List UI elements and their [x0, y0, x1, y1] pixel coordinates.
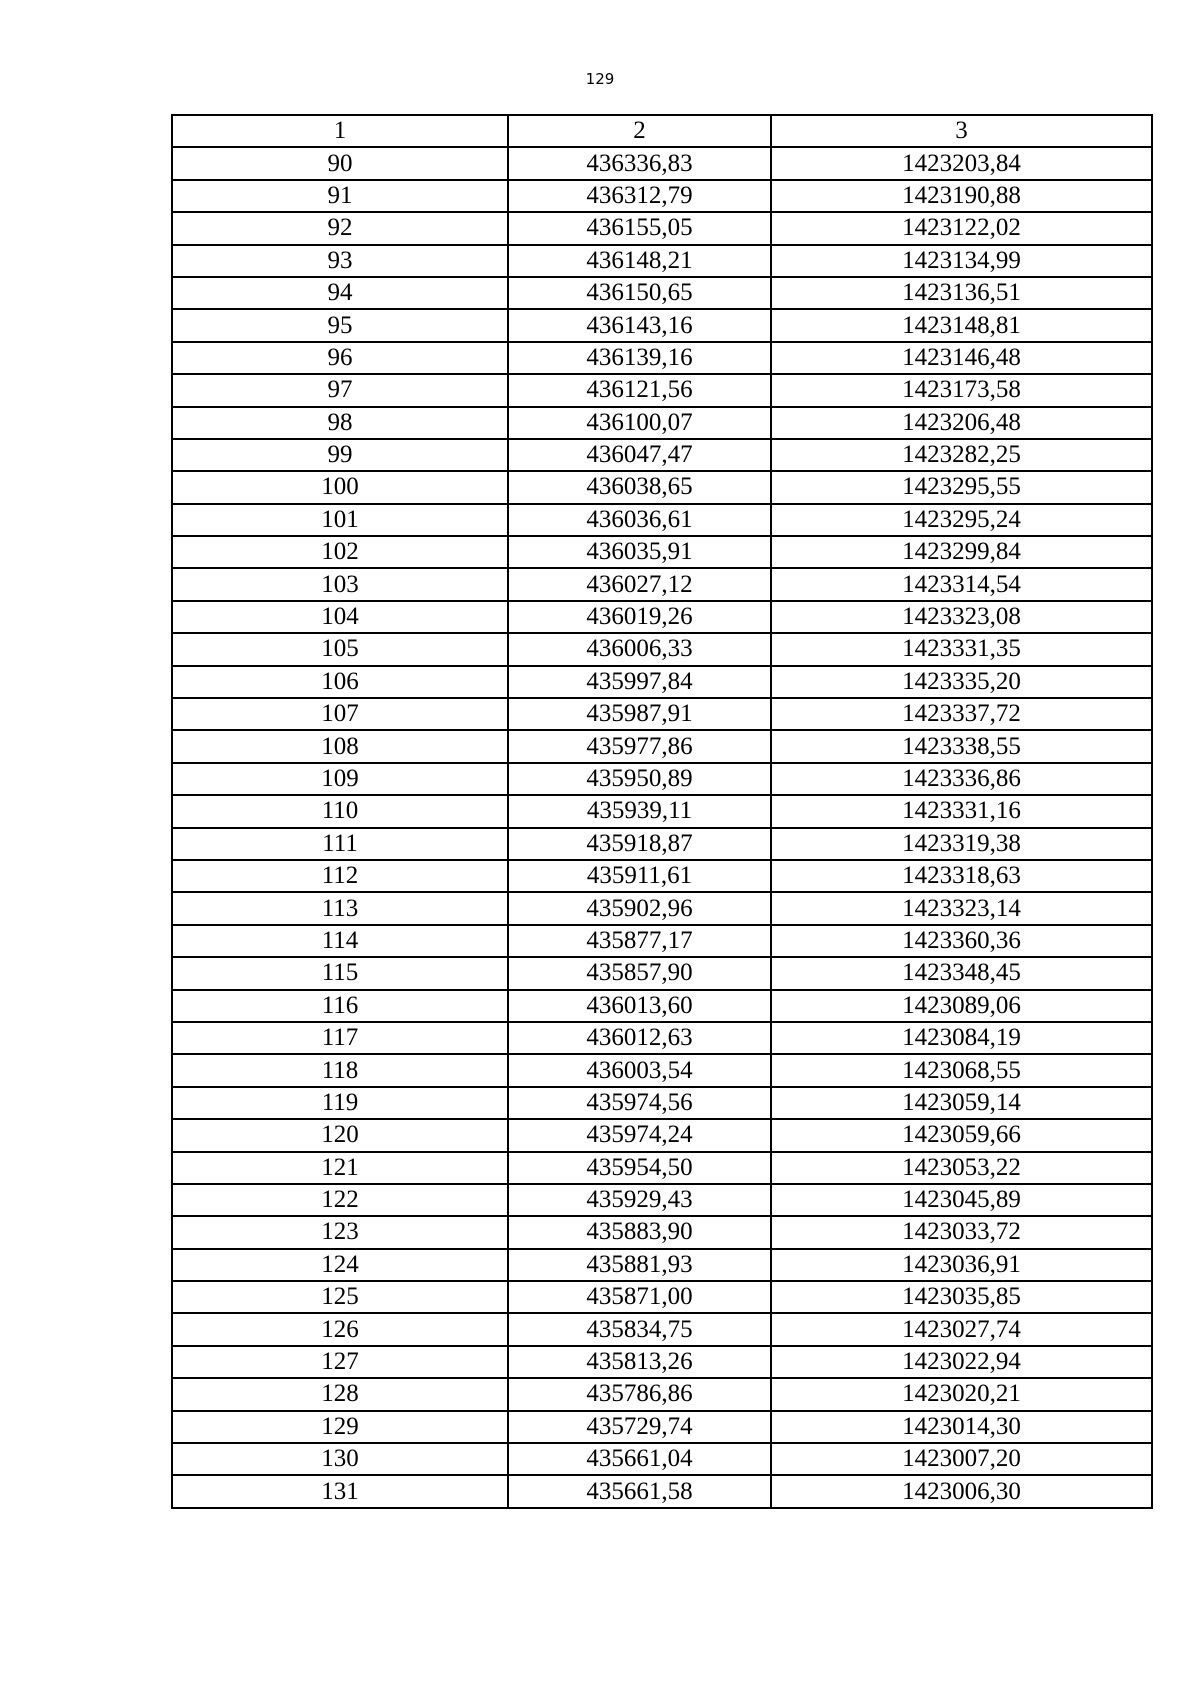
point-number-cell: 96: [172, 342, 508, 374]
coord-y-cell: 1423335,20: [771, 666, 1152, 698]
coord-y-cell: 1423068,55: [771, 1054, 1152, 1086]
coord-x-cell: 435813,26: [508, 1346, 771, 1378]
coord-x-cell: 436047,47: [508, 439, 771, 471]
point-number-cell: 118: [172, 1054, 508, 1086]
coord-y-cell: 1423282,25: [771, 439, 1152, 471]
coord-x-cell: 436336,83: [508, 147, 771, 179]
coord-x-cell: 436013,60: [508, 990, 771, 1022]
point-number-cell: 102: [172, 536, 508, 568]
header-col-2: 2: [508, 115, 771, 147]
table-row: [172, 1249, 1152, 1281]
coord-x-cell: 436035,91: [508, 536, 771, 568]
table-row: [172, 763, 1152, 795]
point-number-cell: 128: [172, 1378, 508, 1410]
coord-y-cell: 1423148,81: [771, 309, 1152, 341]
coord-x-cell: 435977,86: [508, 730, 771, 762]
table-row: [172, 1216, 1152, 1248]
table-row: [172, 990, 1152, 1022]
table-row: [172, 1346, 1152, 1378]
coord-x-cell: 436100,07: [508, 407, 771, 439]
point-number-cell: 125: [172, 1281, 508, 1313]
table-row: [172, 1475, 1152, 1507]
table-body: [172, 147, 1152, 1507]
coord-y-cell: 1423146,48: [771, 342, 1152, 374]
coord-y-cell: 1423338,55: [771, 730, 1152, 762]
coord-x-cell: 435871,00: [508, 1281, 771, 1313]
coord-y-cell: 1423027,74: [771, 1313, 1152, 1345]
coord-x-cell: 435661,04: [508, 1443, 771, 1475]
point-number-cell: 112: [172, 860, 508, 892]
point-number-cell: 104: [172, 601, 508, 633]
point-number-cell: 116: [172, 990, 508, 1022]
coord-y-cell: 1423006,30: [771, 1475, 1152, 1507]
coord-y-cell: 1423022,94: [771, 1346, 1152, 1378]
table-row: [172, 1054, 1152, 1086]
coord-y-cell: 1423295,55: [771, 471, 1152, 503]
coord-x-cell: 435918,87: [508, 828, 771, 860]
table-row: [172, 698, 1152, 730]
coord-y-cell: 1423122,02: [771, 212, 1152, 244]
coord-y-cell: 1423318,63: [771, 860, 1152, 892]
table-row: [172, 245, 1152, 277]
point-number-cell: 117: [172, 1022, 508, 1054]
coord-y-cell: 1423020,21: [771, 1378, 1152, 1410]
coord-y-cell: 1423190,88: [771, 180, 1152, 212]
table-row: [172, 471, 1152, 503]
point-number-cell: 106: [172, 666, 508, 698]
table-row: [172, 212, 1152, 244]
point-number-cell: 92: [172, 212, 508, 244]
point-number-cell: 129: [172, 1411, 508, 1443]
point-number-cell: 108: [172, 730, 508, 762]
coord-x-cell: 435877,17: [508, 925, 771, 957]
point-number-cell: 98: [172, 407, 508, 439]
table-header: [172, 115, 1152, 147]
table-row: [172, 568, 1152, 600]
point-number-cell: 105: [172, 633, 508, 665]
coord-x-cell: 436038,65: [508, 471, 771, 503]
table-row: [172, 1119, 1152, 1151]
coord-x-cell: 435929,43: [508, 1184, 771, 1216]
header-col-3: 3: [771, 115, 1152, 147]
coord-y-cell: 1423045,89: [771, 1184, 1152, 1216]
coord-y-cell: 1423059,14: [771, 1087, 1152, 1119]
table-row: [172, 439, 1152, 471]
page-number: 129: [585, 70, 615, 88]
table-row: [172, 1378, 1152, 1410]
coord-x-cell: 436148,21: [508, 245, 771, 277]
point-number-cell: 94: [172, 277, 508, 309]
table-row: [172, 309, 1152, 341]
point-number-cell: 93: [172, 245, 508, 277]
table-row: [172, 1443, 1152, 1475]
coord-y-cell: 1423033,72: [771, 1216, 1152, 1248]
coord-x-cell: 436312,79: [508, 180, 771, 212]
coord-y-cell: 1423331,16: [771, 795, 1152, 827]
coord-x-cell: 435881,93: [508, 1249, 771, 1281]
table-row: [172, 828, 1152, 860]
point-number-cell: 90: [172, 147, 508, 179]
coord-x-cell: 436012,63: [508, 1022, 771, 1054]
coord-x-cell: 435997,84: [508, 666, 771, 698]
coord-x-cell: 436027,12: [508, 568, 771, 600]
coord-x-cell: 436121,56: [508, 374, 771, 406]
point-number-cell: 103: [172, 568, 508, 600]
coord-y-cell: 1423331,35: [771, 633, 1152, 665]
point-number-cell: 124: [172, 1249, 508, 1281]
coord-y-cell: 1423203,84: [771, 147, 1152, 179]
coord-x-cell: 435939,11: [508, 795, 771, 827]
coord-x-cell: 435954,50: [508, 1152, 771, 1184]
point-number-cell: 95: [172, 309, 508, 341]
coord-y-cell: 1423206,48: [771, 407, 1152, 439]
table-row: [172, 342, 1152, 374]
coord-x-cell: 435950,89: [508, 763, 771, 795]
coord-x-cell: 436019,26: [508, 601, 771, 633]
coord-x-cell: 436006,33: [508, 633, 771, 665]
coord-y-cell: 1423059,66: [771, 1119, 1152, 1151]
coord-y-cell: 1423053,22: [771, 1152, 1152, 1184]
coord-x-cell: 435786,86: [508, 1378, 771, 1410]
coord-x-cell: 435974,24: [508, 1119, 771, 1151]
coord-y-cell: 1423134,99: [771, 245, 1152, 277]
point-number-cell: 121: [172, 1152, 508, 1184]
coord-x-cell: 436036,61: [508, 504, 771, 536]
table-row: [172, 407, 1152, 439]
point-number-cell: 110: [172, 795, 508, 827]
table-row: [172, 1022, 1152, 1054]
table-row: [172, 180, 1152, 212]
point-number-cell: 130: [172, 1443, 508, 1475]
coord-y-cell: 1423323,14: [771, 892, 1152, 924]
coord-y-cell: 1423089,06: [771, 990, 1152, 1022]
point-number-cell: 123: [172, 1216, 508, 1248]
point-number-cell: 97: [172, 374, 508, 406]
coord-x-cell: 435902,96: [508, 892, 771, 924]
coord-x-cell: 436150,65: [508, 277, 771, 309]
table-row: [172, 892, 1152, 924]
table-row: [172, 601, 1152, 633]
table-row: [172, 633, 1152, 665]
table-row: [172, 1184, 1152, 1216]
coord-x-cell: 435883,90: [508, 1216, 771, 1248]
table-row: [172, 1281, 1152, 1313]
point-number-cell: 114: [172, 925, 508, 957]
point-number-cell: 111: [172, 828, 508, 860]
coord-x-cell: 435834,75: [508, 1313, 771, 1345]
coord-y-cell: 1423337,72: [771, 698, 1152, 730]
table-row: [172, 1313, 1152, 1345]
point-number-cell: 115: [172, 957, 508, 989]
header-row: [172, 115, 1152, 147]
coord-x-cell: 435974,56: [508, 1087, 771, 1119]
table-row: [172, 277, 1152, 309]
coord-y-cell: 1423136,51: [771, 277, 1152, 309]
point-number-cell: 127: [172, 1346, 508, 1378]
point-number-cell: 120: [172, 1119, 508, 1151]
coord-x-cell: 436139,16: [508, 342, 771, 374]
table-row: [172, 957, 1152, 989]
header-col-1: 1: [172, 115, 508, 147]
point-number-cell: 119: [172, 1087, 508, 1119]
coord-y-cell: 1423007,20: [771, 1443, 1152, 1475]
coordinates-table: [171, 114, 1153, 1509]
coord-y-cell: 1423314,54: [771, 568, 1152, 600]
coord-y-cell: 1423319,38: [771, 828, 1152, 860]
point-number-cell: 107: [172, 698, 508, 730]
coord-x-cell: 435987,91: [508, 698, 771, 730]
point-number-cell: 131: [172, 1475, 508, 1507]
point-number-cell: 100: [172, 471, 508, 503]
coord-y-cell: 1423084,19: [771, 1022, 1152, 1054]
coord-x-cell: 436003,54: [508, 1054, 771, 1086]
coord-x-cell: 435857,90: [508, 957, 771, 989]
table-row: [172, 795, 1152, 827]
coord-x-cell: 435729,74: [508, 1411, 771, 1443]
table-row: [172, 536, 1152, 568]
table-row: [172, 1152, 1152, 1184]
table-row: [172, 666, 1152, 698]
coord-y-cell: 1423360,36: [771, 925, 1152, 957]
coord-y-cell: 1423014,30: [771, 1411, 1152, 1443]
table-row: [172, 504, 1152, 536]
table-row: [172, 147, 1152, 179]
coord-y-cell: 1423299,84: [771, 536, 1152, 568]
point-number-cell: 99: [172, 439, 508, 471]
coord-x-cell: 436155,05: [508, 212, 771, 244]
coord-y-cell: 1423323,08: [771, 601, 1152, 633]
coord-x-cell: 435661,58: [508, 1475, 771, 1507]
coord-y-cell: 1423173,58: [771, 374, 1152, 406]
coord-y-cell: 1423348,45: [771, 957, 1152, 989]
coord-y-cell: 1423036,91: [771, 1249, 1152, 1281]
point-number-cell: 122: [172, 1184, 508, 1216]
point-number-cell: 109: [172, 763, 508, 795]
point-number-cell: 91: [172, 180, 508, 212]
table-row: [172, 925, 1152, 957]
coord-y-cell: 1423035,85: [771, 1281, 1152, 1313]
table-row: [172, 374, 1152, 406]
point-number-cell: 101: [172, 504, 508, 536]
table-row: [172, 1411, 1152, 1443]
coord-x-cell: 435911,61: [508, 860, 771, 892]
table-row: [172, 1087, 1152, 1119]
coord-x-cell: 436143,16: [508, 309, 771, 341]
point-number-cell: 113: [172, 892, 508, 924]
table-row: [172, 860, 1152, 892]
table-row: [172, 730, 1152, 762]
point-number-cell: 126: [172, 1313, 508, 1345]
coord-y-cell: 1423295,24: [771, 504, 1152, 536]
coord-y-cell: 1423336,86: [771, 763, 1152, 795]
